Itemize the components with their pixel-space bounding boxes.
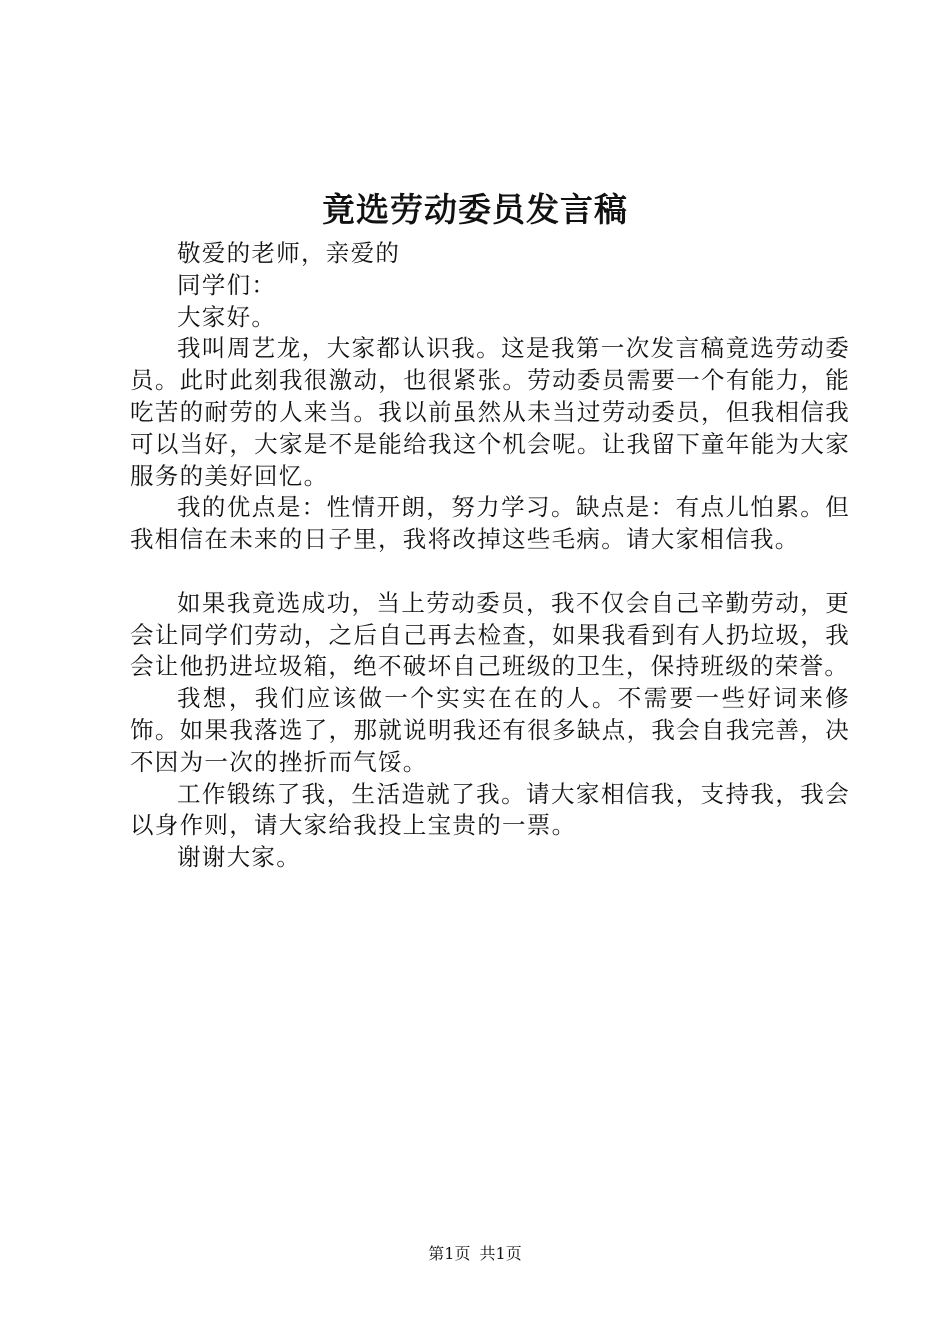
document-title: 竟选劳动委员发言稿 bbox=[322, 190, 628, 229]
salutation-line-1: 敬爱的老师，亲爱的 bbox=[177, 239, 401, 267]
document-body bbox=[130, 238, 850, 874]
paragraph-strengths: 我的优点是：性情开朗，努力学习。缺点是：有点儿怕累。但我相信在未来的日子里，我将改掉这些毛病。请大家相信我。 bbox=[130, 493, 850, 554]
page-footer: 第1页 共1页 bbox=[428, 1244, 522, 1263]
paragraph-introduction: 我叫周艺龙，大家都认识我。这是我第一次发言稿竟选劳动委员。此时此刻我很激动，也很紧张。劳动委员需要一个有能力，能吃苦的耐劳的人来当。我以前虽然从未当过劳动委员，但我相信我可以当好，大家是不是能给我这个机会呢。让我留下童年能为大家服务的美好回忆。 bbox=[130, 334, 850, 490]
closing-thanks: 谢谢大家。 bbox=[177, 843, 301, 872]
paragraph-appeal: 工作锻练了我，生活造就了我。请大家相信我，支持我，我会以身作则，请大家给我投上宝贵的一票。 bbox=[130, 779, 850, 840]
salutation-line-2: 同学们： bbox=[177, 270, 277, 299]
paragraph-attitude: 我想，我们应该做一个实实在在的人。不需要一些好词来修饰。如果我落选了，那就说明我还有很多缺点，我会自我完善，决不因为一次的挫折而气馁。 bbox=[130, 684, 850, 776]
paragraph-plan: 如果我竟选成功，当上劳动委员，我不仅会自己辛勤劳动，更会让同学们劳动，之后自己再去检查，如果我看到有人扔垃圾，我会让他扔进垃圾箱，绝不破坏自己班级的卫生，保持班级的荣誉。 bbox=[130, 588, 850, 681]
greeting: 大家好。 bbox=[177, 302, 277, 331]
